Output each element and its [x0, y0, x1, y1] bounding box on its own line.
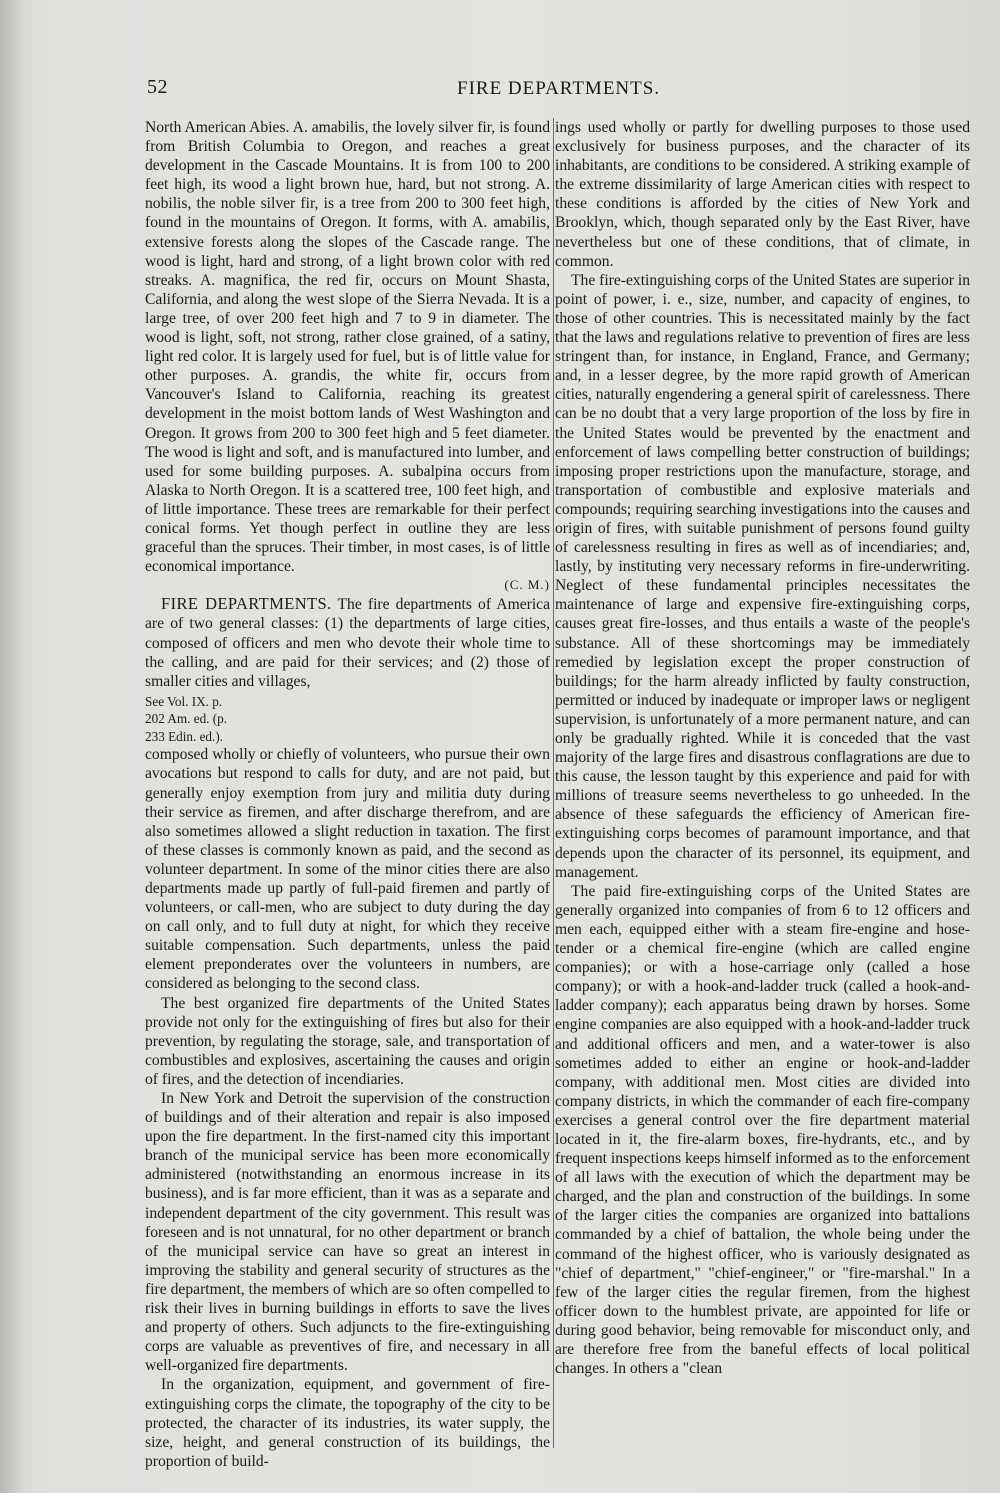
cross-reference-note: See Vol. IX. p. 202 Am. ed. (p. 233 Edin. ed.).: [145, 693, 228, 744]
organization-paragraph: In the organization, equipment, and government of fire-extinguishing corps the climate, the topography of the city to be protected, the character of its industries, its water supply, the size, height, and general construction of its buildings, the proportion of build-: [145, 1376, 550, 1470]
fire-departments-entry-intro: [145, 594, 550, 690]
running-head: FIRE DEPARTMENTS.: [457, 78, 661, 99]
page-number: 52: [147, 76, 168, 98]
author-signature: (C. M.): [504, 577, 550, 593]
best-organized-paragraph: The best organized fire departments of the United States provide not only for the extinguishing of fires but also for their prevention, by regulating the storage, sale, and transportation of combustibles and explosives, ascertaining the causes and origin of fires, and the detection of incendiaries.: [145, 994, 550, 1088]
right-column: [555, 118, 970, 1428]
page-header: [147, 76, 969, 102]
column-divider: [553, 118, 554, 1448]
superior-paragraph: The fire-extinguishing corps of the United States are superior in point of power, i. e., size, number, and capacity of engines, to those of other countries. This is necessitated mainly by the fact that the laws and regulations relative to prevention of fires are less stringent than, for instance, in England, France, and Germany; and, in a lesser degree, by the more rapid growth of American cities, naturally engendering a general spirit of carelessness. There can be no doubt that a very large proportion of the loss by fire in the United States would be prevented by the enactment and enforcement of laws compelling better construction of buildings; imposing proper restrictions upon the manufacture, storage, and transportation of combustible and explosive materials and compounds; requiring searching investigations into the causes and origin of fires, with suitable punishment of persons found guilty of carelessness resulting in fires as well as of incendiaries; and, lastly, by instituting very necessary reforms in fire-underwriting. Neglect of these fundamental principles necessitates the maintenance of large and expensive fire-extinguishing corps, causes great fire-losses, and thus entails a waste of the people's substance. All of these shortcomings may be immediately remedied by legislation except the proper construction of buildings; for the harm already inflicted by faulty construction, permitted or induced by inadequate or improper laws or negligent supervision, is unfortunately of a more permanent nature, and can only be gradually righted. While it is conceded that the vast majority of the large fires and disastrous conflagrations are due to this cause, the lesson taught by this experience and paid for with millions of treasure seems nevertheless to go unheeded. In the absence of these safeguards the efficiency of American fire-extinguishing corps becomes of paramount importance, and that depends upon the character of its personnel, its equipment, and management.: [555, 271, 970, 881]
entry-intro-text: The fire departments of America are of two general classes: (1) the departments of large cities, composed of officers and men who devote their whole time to the calling, and are paid for their services; and (2) those of smaller cities and villages,: [145, 596, 550, 690]
entry-heading: FIRE DEPARTMENTS.: [161, 594, 332, 614]
cross-reference-spacer: [229, 691, 550, 746]
left-column: [145, 118, 550, 1470]
cross-reference-block: [145, 691, 550, 746]
paid-corps-paragraph: The paid fire-extinguishing corps of the United States are generally organized into companies of from 6 to 12 officers and men each, equipped either with a steam fire-engine and hose-tender or a chemical fire-engine (which are called engine companies); or with a hose-carriage only (called a hose company); or with a hook-and-ladder truck (called a hook-and-ladder company); each apparatus being drawn by horses. Some engine companies are also equipped with a hook-and-ladder truck and additional officers and men, and a water-tower is also sometimes added to either an engine or hook-and-ladder company, with additional men. Most cities are divided into company districts, in which the commander of each fire-company exercises a general control over the fire department material located in it, the fire-alarm boxes, fire-hydrants, etc., and by frequent inspections keeps himself informed as to the enforcement of all laws with the execution of which the department may be charged, and the plan and construction of the buildings. In some of the larger cities the companies are organized into battalions commanded by a chief of battalion, the whole being under the command of the highest officer, who is variously designated as "chief of department," "chief-engineer," or "fire-marshal." In a few of the larger cities the regular firemen, from the highest officer down to the humblest private, are appointed for life or during good behavior, being removable for misconduct only, and are therefore free from the baneful effects of local political changes. In others a "clean: [555, 882, 970, 1378]
new-york-paragraph: In New York and Detroit the supervision of the construction of buildings and of their alteration and repair is also imposed upon the fire department. In the first-named city this important branch of the municipal service has been more economically administered (notwithstanding an enormous increase in its business), and is far more efficient, than it was as a separate and independent department of the city government. This result was foreseen and is not unnatural, for no other department or branch of the municipal service can have so great an interest in improving the stability and general security of structures as the fire department, the members of which are so often compelled to risk their lives in burning buildings in efforts to save the lives and property of others. Such adjuncts to the fire-extinguishing corps are valuable as preventives of fire, and necessary in all well-organized fire departments.: [145, 1090, 550, 1375]
abies-paragraph: North American Abies. A. amabilis, the lovely silver fir, is found from British Columbia to Oregon, and reaches a great development in the Cascade Mountains. It is from 100 to 200 feet high, its wood a light brown hue, hard, but not strong. A. nobilis, the noble silver fir, is a tree from 200 to 300 feet high, found in the mountains of Oregon. It forms, with A. amabilis, extensive forests along the slopes of the Cascade range. The wood is light, hard and strong, of a light brown color with red streaks. A. magnifica, the red fir, occurs on Mount Shasta, California, and along the west slope of the Sierra Nevada. It is a large tree, of over 200 feet high and 7 to 9 in diameter. The wood is light, soft, not strong, rather close grained, of a satiny, light red color. It is largely used for fuel, but is of little value for other purposes. A. grandis, the white fir, occurs from Vancouver's Island to California, reaching its greatest development in the moist bottom lands of West Washington and Oregon. It grows from 200 to 300 feet high and 5 feet diameter. The wood is light and soft, and is manufactured into lumber, and used for some building purposes. A. subalpina occurs from Alaska to North Oregon. It is a scattered tree, 100 feet high, and of little importance. These trees are remarkable for their perfect conical forms. Yet though perfect in outline they are less graceful than the spruces. Their timber, in most cases, is of little economical importance.: [145, 119, 550, 576]
continued-paragraph: ings used wholly or partly for dwelling purposes to those used exclusively for business purposes, and the character of its inhabitants, are conditions to be considered. A striking example of the extreme dissimilarity of large American cities with respect to these conditions is afforded by the cities of New York and Brooklyn, which, though separated only by the East River, have nevertheless but one of these conditions, that of climate, in common.: [555, 119, 970, 270]
entry-continued-paragraph: composed wholly or chiefly of volunteers, who pursue their own avocations but respond to calls for duty, and are not paid, but generally enjoy exemption from jury and militia duty during their service as firemen, and after discharge therefrom, and are also sometimes allowed a slight reduction in taxation. The first of these classes is commonly known as paid, and the second as volunteer department. In some of the minor cities there are also departments made up partly of full-paid firemen and partly of volunteers, or call-men, who are subject to duty during the day on call only, and to full duty at night, for which they receive suitable compensation. Such departments, unless the paid element preponderates over the volunteers in numbers, are considered as belonging to the second class.: [145, 746, 550, 993]
